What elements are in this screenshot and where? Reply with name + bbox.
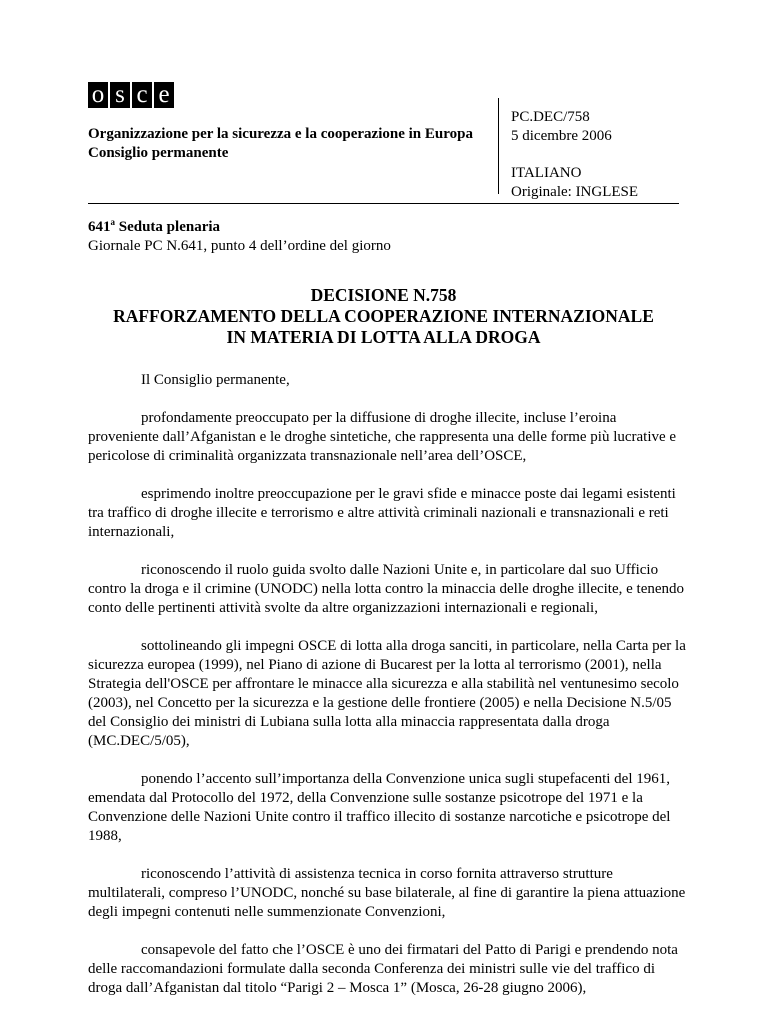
doc-language: ITALIANO [511, 165, 582, 181]
session-title: 641$^a$ Seduta plenaria [88, 217, 221, 235]
logo-letter: o [88, 82, 108, 108]
paragraph: Il Consiglio permanente, [141, 372, 290, 388]
decision-title-line: RAFFORZAMENTO DELLA COOPERAZIONE INTERNAZIONALE [113, 306, 654, 326]
paragraph: profondamente preoccupato per la diffusione di droghe illecite, incluse l’eroina proveniente dall’Afganistan e le droghe sintetiche, che rappresenta una delle forme più lucrative e pericolose di criminalità organizzata transnazionale nell’area dell’OSCE, [88, 410, 677, 464]
document-reference [511, 108, 638, 202]
paragraph: ponendo l’accento sull’importanza della Convenzione unica sugli stupefacenti del 1961, emendata dal Protocollo del 1972, della Convenzione sulle sostanze psicotrope del 1971 e la Convenzione delle Nazioni Unite contro il traffico illecito di sostanze narcotiche e psicotrope del 1988, [88, 771, 671, 844]
decision-title-line: IN MATERIA DI LOTTA ALLA DROGA [226, 327, 541, 347]
paragraph: riconoscendo il ruolo guida svolto dalle Nazioni Unite e, in particolare dal suo Ufficio contro la droga e il crimine (UNODC) nella lotta contro la minaccia delle droghe illecite, e tenendo conto delle pertinenti attività svolte da altre organizzazioni internazionali e regionali, [88, 562, 685, 616]
paragraph: riconoscendo l’attività di assistenza tecnica in corso fornita attraverso strutture multilaterali, compreso l’UNODC, nonché su base bilaterale, al fine di garantire la piena attuazione degli impegni contenuti nelle summenzionate Convenzioni, [88, 866, 686, 920]
document-body [88, 371, 688, 1017]
doc-ref: PC.DEC/758 [511, 109, 590, 125]
osce-logo [88, 82, 176, 108]
council-name: Consiglio permanente [88, 145, 229, 161]
vertical-divider [498, 98, 499, 194]
logo-letter: c [132, 82, 152, 108]
organization-block [88, 125, 473, 163]
paragraph: esprimendo inoltre preoccupazione per le gravi sfide e minacce poste dai legami esistenti tra traffico di droghe illecite e terrorismo e altre attività criminali nazionali e transnazionali e reti internazionali, [88, 486, 676, 540]
decision-heading [88, 285, 679, 348]
doc-original: Originale: INGLESE [511, 184, 639, 200]
doc-date: 5 dicembre 2006 [511, 128, 612, 144]
horizontal-divider [88, 203, 679, 204]
organization-name: Organizzazione per la sicurezza e la cooperazione in Europa [88, 126, 473, 142]
logo-letter: e [154, 82, 174, 108]
logo-letter: s [110, 82, 130, 108]
session-block [88, 213, 391, 256]
journal-reference: Giornale PC N.641, punto 4 dell’ordine del giorno [88, 238, 391, 254]
paragraph: consapevole del fatto che l’OSCE è uno dei firmatari del Patto di Parigi e prendendo nota delle raccomandazioni formulate dalla seconda Conferenza dei ministri sulle vie del traffico di droga dall’Afganistan dal titolo “Parigi 2 – Mosca 1” (Mosca, 26-28 giugno 2006), [88, 942, 678, 996]
decision-number: DECISIONE N.758 [310, 285, 457, 305]
paragraph: sottolineando gli impegni OSCE di lotta alla droga sanciti, in particolare, nella Carta per la sicurezza europea (1999), nel Piano di azione di Bucarest per la lotta al terrorismo (2001), nella Strategia dell'OSCE per affrontare le minacce alla sicurezza e alla stabilità nel ventunesimo secolo (2003), nel Concetto per la sicurezza e la gestione delle frontiere (2005) e nella Decisione N.5/05 del Consiglio dei ministri di Lubiana sulla lotta alla minaccia rappresentata dalla droga (MC.DEC/5/05), [88, 638, 686, 749]
